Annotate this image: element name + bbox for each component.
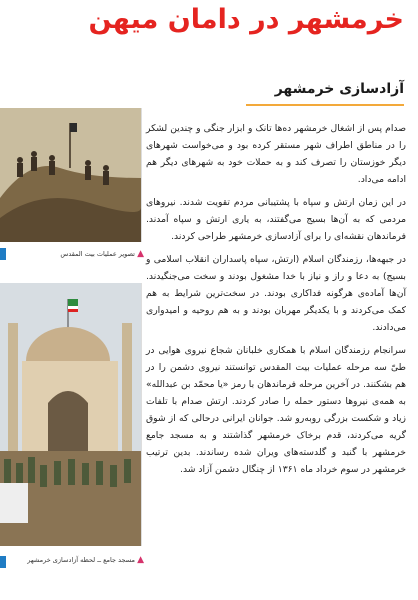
operation-photo — [0, 108, 142, 242]
mosque-photo — [0, 283, 142, 546]
article-body — [146, 120, 406, 484]
paragraph-1: صدام پس از اشغال خرمشهر ده‌ها تانک و ابزار جنگی و چندین لشکر را در مناطق اطراف شهر مستقر کرده بود و می‌خواست شهرهای دیگر خوزستان را تصرف کند و به حملات خود به شهرهای دیگر هم ادامه می‌داد. — [146, 123, 406, 185]
page-edge-tab — [0, 556, 6, 568]
paragraph-2: در این زمان ارتش و سپاه با پشتیبانی مردم تقویت شدند. نیروهای مردمی که به آن‌ها بسیج می‌گفتند، به یاری ارتش و سپاه آمدند. فرماندهان نقشه‌ای را برای آزادسازی خرمشهر طراحی کردند. — [146, 197, 406, 242]
page-title: خرمشهر در دامان میهن — [88, 4, 404, 35]
page-edge-tab — [0, 248, 6, 260]
paragraph-4: سرانجام رزمندگان اسلام با همکاری خلبانان شجاع نیروی هوایی در طیّ سه مرحله عملیات بیت المقدس توانستند نیروی دشمن را در هم بشکنند. در آخرین مرحله فرماندهان با رمز «یا محمّد بن عبدالله» به همه‌ی نیروها دستور حمله را صادر کردند. ارتش صدام با تلفات زیاد و شکست بزرگی روبه‌رو شد. جوانان ایرانی درحالی که از شوق گریه می‌کردند، قدم برخاک خرمشهر گذاشتند و به مسجد جامع خرمشهر با گنبد و گلدسته‌های ویران شده رساندند. بدین ترتیب خرمشهر در سوم خرداد ماه ۱۳۶۱ از چنگال دشمن آزاد شد. — [146, 345, 406, 475]
top-photo-caption — [0, 249, 144, 259]
bottom-caption-text: مسجد جامع ــ لحظه آزادسازی خرمشهر — [27, 556, 135, 564]
operation-photo-art — [0, 108, 141, 242]
caption-marker-icon: ▲ — [137, 555, 144, 565]
section-title: آزادسازی خرمشهر — [274, 81, 404, 97]
mosque-photo-art — [0, 283, 141, 546]
caption-marker-icon: ▲ — [137, 249, 144, 259]
paragraph-3: در جبهه‌ها، رزمندگان اسلام (ارتش، سپاه پاسداران انقلاب اسلامی و بسیج) به دعا و راز و نیاز با خدا مشغول بودند و سخت می‌جنگیدند. آن‌ها آماده‌ی هرگونه فداکاری بودند. در سخت‌ترین شرایط به هم کمک می‌کردند و با یکدیگر مهربان بودند و به هم روحیه و امیدواری می‌دادند. — [146, 254, 406, 333]
bottom-photo-caption — [0, 555, 144, 565]
section-underline — [246, 104, 404, 106]
top-caption-text: تصویر عملیات بیت المقدس — [60, 250, 135, 258]
